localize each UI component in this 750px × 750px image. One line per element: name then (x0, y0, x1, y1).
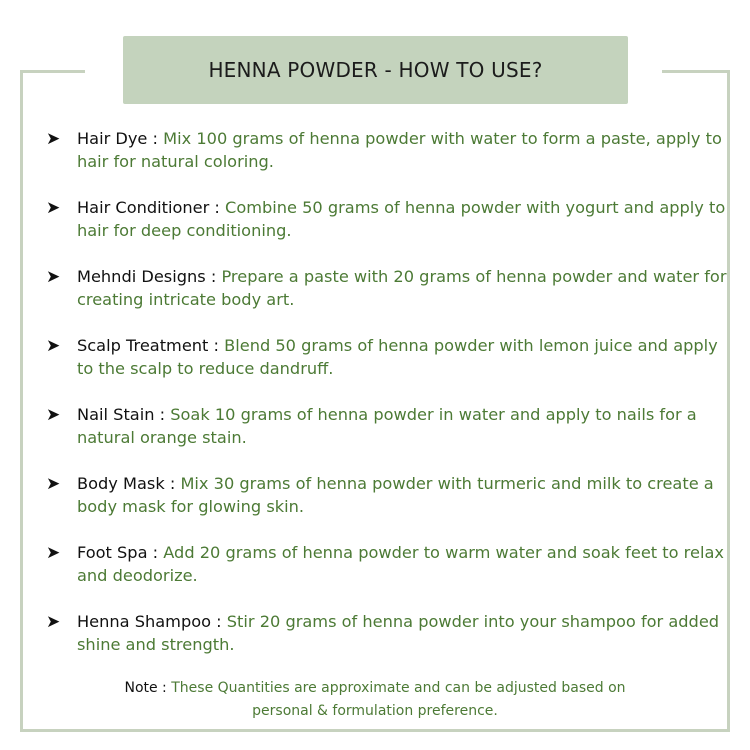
item-label: Scalp Treatment : (77, 336, 219, 355)
list-item (46, 610, 731, 679)
item-description: Combine 50 grams of henna powder with yogurt and apply to hair for deep conditioning. (77, 198, 726, 240)
list-item (46, 196, 731, 265)
arrow-bullet-icon: ➤ (46, 129, 61, 149)
item-description: Prepare a paste with 20 grams of henna powder and water for creating intricate body art. (77, 267, 727, 309)
arrow-bullet-icon: ➤ (46, 612, 61, 632)
usage-list (46, 127, 731, 679)
item-label: Henna Shampoo : (77, 612, 222, 631)
frame-border-top-right (662, 70, 730, 73)
item-description: Stir 20 grams of henna powder into your shampoo for added shine and strength. (77, 612, 720, 654)
page-title: HENNA POWDER - HOW TO USE? (208, 58, 543, 82)
item-description: Mix 100 grams of henna powder with water to form a paste, apply to hair for natural coloring. (77, 129, 722, 171)
arrow-bullet-icon: ➤ (46, 267, 61, 287)
list-item (46, 472, 731, 541)
list-item (46, 403, 731, 472)
arrow-bullet-icon: ➤ (46, 336, 61, 356)
list-item (46, 334, 731, 403)
title-banner (123, 36, 628, 104)
frame-border-left (20, 70, 23, 732)
arrow-bullet-icon: ➤ (46, 543, 61, 563)
item-label: Hair Conditioner : (77, 198, 220, 217)
arrow-bullet-icon: ➤ (46, 474, 61, 494)
frame-border-top-left (20, 70, 85, 73)
list-item (46, 265, 731, 334)
list-item (46, 127, 731, 196)
item-label: Body Mask : (77, 474, 176, 493)
note-text: These Quantities are approximate and can be adjusted based on personal & formulation preference. (171, 680, 626, 719)
item-label: Mehndi Designs : (77, 267, 217, 286)
item-description: Mix 30 grams of henna powder with turmeric and milk to create a body mask for glowing skin. (77, 474, 714, 516)
item-description: Soak 10 grams of henna powder in water and apply to nails for a natural orange stain. (77, 405, 697, 447)
list-item (46, 541, 731, 610)
item-label: Foot Spa : (77, 543, 159, 562)
note-label: Note : (124, 680, 167, 696)
item-label: Hair Dye : (77, 129, 158, 148)
item-description: Blend 50 grams of henna powder with lemon juice and apply to the scalp to reduce dandruff. (77, 336, 718, 378)
frame-border-bottom (20, 729, 730, 732)
arrow-bullet-icon: ➤ (46, 198, 61, 218)
item-label: Nail Stain : (77, 405, 166, 424)
arrow-bullet-icon: ➤ (46, 405, 61, 425)
note (95, 677, 655, 723)
item-description: Add 20 grams of henna powder to warm water and soak feet to relax and deodorize. (77, 543, 724, 585)
